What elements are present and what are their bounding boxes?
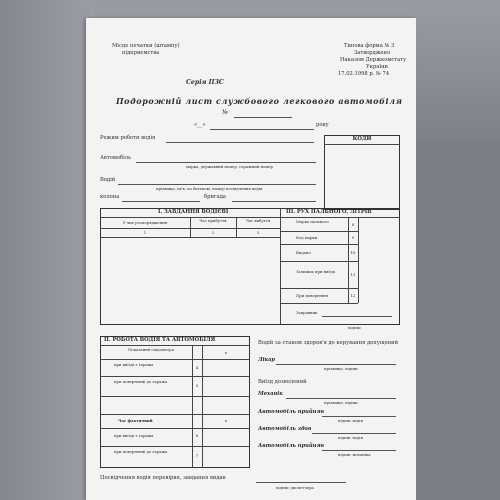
mechanic-sig-hint: прізвище, підпис xyxy=(324,400,359,405)
doctor-line xyxy=(276,364,396,365)
car-handed-label: Автомобіль здав xyxy=(258,426,312,432)
car-accepted-line xyxy=(322,416,396,417)
stamp-place: Місце печатки (штампу) xyxy=(112,43,180,49)
section1-title: І. ЗАВДАННЯ ВОДІЄВІ xyxy=(158,209,229,215)
s1-col1: У чиє розпорядження xyxy=(122,220,168,225)
s3-row-line-4 xyxy=(280,288,358,289)
car-handed-line xyxy=(312,433,396,434)
car-handed-hint: підпис водія xyxy=(338,435,363,440)
odometer-label: Показання спідометра xyxy=(128,347,174,352)
number-label: № xyxy=(222,109,228,116)
time-exit-label: при виїзді з гаража xyxy=(114,433,154,438)
enterprise-label: підприємства xyxy=(122,50,160,56)
s1-num3: 3 xyxy=(256,230,260,235)
fuel-brand-num: 8 xyxy=(351,222,355,227)
mechanic-line xyxy=(286,398,396,399)
car-accepted-label: Автомобіль прийняв xyxy=(258,409,324,415)
fuel-remain-num: 11 xyxy=(350,272,356,277)
waybill-form xyxy=(86,18,416,500)
s2-header-line xyxy=(100,345,250,346)
fuel-code-label: Код марки xyxy=(296,235,318,240)
section3-title: ІІІ. РУХ ПАЛЬНОГО, ЛІТРІВ xyxy=(286,209,372,215)
refueler-line xyxy=(322,316,392,317)
s3-row-line-5 xyxy=(280,303,358,304)
work-mode-label: Режим роботи водія xyxy=(100,135,156,141)
time-exit-num: 6 xyxy=(195,433,199,438)
fuel-remain-label: Залишок при виїзді xyxy=(296,269,336,274)
s2-row-line-4 xyxy=(100,414,250,415)
medical-admitted: Водій за станом здоров'я до керування допущений xyxy=(258,340,399,346)
background-left xyxy=(0,0,95,500)
footer-hint: підпис диспетчера xyxy=(276,485,314,490)
doctor-label: Лікар xyxy=(258,357,276,363)
mechanic-signature-hint: підпис механіка xyxy=(338,452,371,457)
s2-row-line-3 xyxy=(100,396,250,397)
column-label: колона xyxy=(100,194,120,200)
s2-row-line-5 xyxy=(100,428,250,429)
fuel-return-label: При поверненні xyxy=(296,293,329,298)
actual-time-label: Час фактичний xyxy=(118,418,153,423)
car-accepted2-label: Автомобіль прийняв xyxy=(258,443,324,449)
s3-col-line xyxy=(348,217,349,303)
odo-exit-num: 4 xyxy=(195,365,199,370)
brigade-line xyxy=(232,201,316,202)
brigade-label: бригада xyxy=(204,194,226,200)
car-accepted-hint: підпис водія xyxy=(338,418,363,423)
page-title: Подорожній лист службового легкового автомобіля xyxy=(116,96,403,106)
odo-return-num: 5 xyxy=(195,383,199,388)
fuel-code-num: 9 xyxy=(351,235,355,240)
refueler-label: Заправник xyxy=(296,310,318,315)
codes-label: КОДИ xyxy=(352,136,372,142)
s3-row-line-3 xyxy=(280,261,358,262)
car-line xyxy=(136,162,316,163)
driver-line xyxy=(118,184,316,185)
s1-row-line-1 xyxy=(100,228,280,229)
order-date: 17.02.1998 р. № 74 xyxy=(338,71,390,77)
codes-header-line xyxy=(324,144,400,145)
series-label: Серія ПЗС xyxy=(186,79,224,86)
column-line xyxy=(122,201,200,202)
odo-exit-label: при виїзді з гаража xyxy=(114,362,154,367)
year-label: року xyxy=(316,122,329,128)
form-number: Типова форма № 3 xyxy=(344,43,395,49)
fuel-issued-label: Видано xyxy=(296,250,311,255)
s2-col-line-2 xyxy=(202,345,203,468)
driver-hint: прізвище, ім'я, по батькові, номер посвідчення водія xyxy=(156,186,263,191)
order-label: Наказом Держкомстату xyxy=(340,57,407,63)
date-line xyxy=(210,129,314,130)
s1-num1: 1 xyxy=(143,230,147,235)
date-day: «__» xyxy=(194,122,206,128)
number-line xyxy=(234,117,292,118)
s3-row-line-1 xyxy=(280,231,358,232)
car-accepted2-line xyxy=(322,450,396,451)
s1-col3: Час вибуття xyxy=(245,218,271,223)
fuel-brand-label: Марка пального xyxy=(296,219,329,224)
driver-label: Водій xyxy=(100,177,116,183)
country-label: України xyxy=(366,64,388,70)
s1-row-line-2 xyxy=(100,237,280,238)
fuel-return-num: 12 xyxy=(350,293,356,298)
odo-return-label: при поверненні до гаража xyxy=(114,379,168,384)
fuel-issued-num: 10 xyxy=(350,250,356,255)
footer-line xyxy=(256,482,346,483)
release-label: Виїзд дозволений xyxy=(258,379,307,385)
time-return-num: 7 xyxy=(195,453,199,458)
s2-row-line-1 xyxy=(100,359,250,360)
s1-num2: 2 xyxy=(211,230,215,235)
mechanic-label: Механік xyxy=(258,391,283,397)
s2-col-line xyxy=(192,345,193,468)
car-hint: марка, державний номер, гаражний номер xyxy=(186,164,273,169)
s1-col2: Час прибуття xyxy=(199,218,227,223)
time-return-label: при поверненні до гаража xyxy=(114,449,168,454)
section-divider xyxy=(280,208,281,325)
s2-row-line-2 xyxy=(100,376,250,377)
s2-row-line-6 xyxy=(100,446,250,447)
section2-title: ІІ. РОБОТА ВОДІЯ ТА АВТОМОБІЛЯ xyxy=(104,337,216,343)
approved-label: Затверджено xyxy=(354,50,391,56)
odometer-x: x xyxy=(224,350,228,355)
refueler-signature: підпис xyxy=(348,325,362,330)
codes-box xyxy=(324,135,400,210)
doctor-sig-hint: прізвище, підпис xyxy=(324,366,359,371)
footer-text: Посвідчення водія перевірив, завдання видав xyxy=(100,475,226,481)
s3-col-line-2 xyxy=(358,217,359,303)
s3-row-line-2 xyxy=(280,244,358,245)
work-mode-line xyxy=(166,142,314,143)
car-label: Автомобіль xyxy=(100,155,131,161)
actual-time-x: x xyxy=(224,418,228,423)
